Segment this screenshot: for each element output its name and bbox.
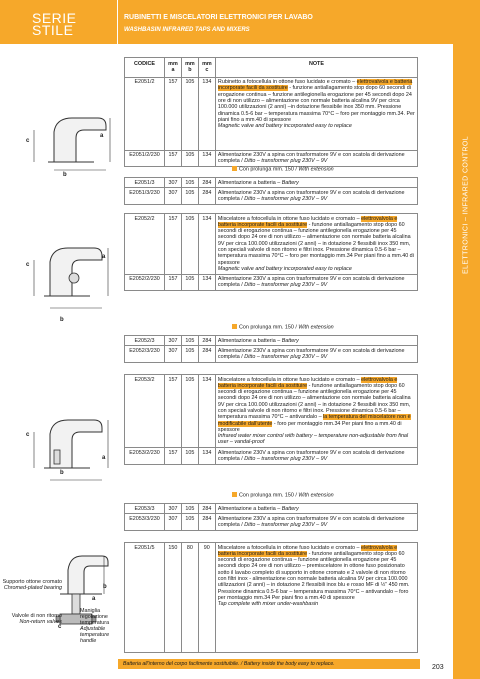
cell-note bbox=[215, 336, 417, 346]
dim-c-label: c bbox=[26, 432, 30, 438]
note-text: - funzione antiallagamento stop dopo 60 secondi di erogazione continua – funzione antilegionella erogazione per 45 secondi dopo 24 ore di non utilizzo – alimentazione con normale batteria alcalina 9V per circa 100.000 utilizzazioni (2 anni) – in dotazione 2 flessibili inox 350 mm, con speciali valvole di non ritorno e filtri inox. Pressione dinamica 0.5-6 bar – temperatura massima 70°C – foro per montaggio mm.34 Per piani fino a mm.40 di spessore bbox=[217, 221, 414, 266]
orange-square-icon bbox=[232, 492, 237, 497]
label-support bbox=[2, 579, 62, 591]
cell-code: E2052/3 bbox=[125, 336, 165, 346]
cell-code: E2051/5 bbox=[125, 543, 165, 653]
dim-a-label: a bbox=[102, 455, 106, 461]
dim-c-label: c bbox=[58, 624, 62, 630]
note-text: - funzione antiallagamento stop dopo 60 secondi di erogazione continua – funzione antilegionella erogazione per 45 secondi dopo 24 ore di non utilizzo – alimentazione con normale batteria alcalina 9V per circa 100.000 utilizzazioni (2 anni) –in dotazione flessibile inox 350 mm. Pressione dinamica 0.5-6 bar – temperatura massima 70°C – foro per montaggio mm.34. Per piani fino a mm.40 di spessore bbox=[217, 85, 415, 123]
spec-table-3 bbox=[124, 374, 418, 465]
cell-b: 80 bbox=[181, 543, 198, 653]
note-text: Alimentazione a batteria – bbox=[217, 337, 282, 344]
cell-b: 105 bbox=[181, 375, 198, 448]
note-highlight: elettrovalvola e batteria incorporate facili da sostituire bbox=[217, 79, 413, 92]
cell-b: 105 bbox=[181, 514, 198, 531]
dim-b-label: b bbox=[63, 172, 67, 178]
tap-drawing-2 bbox=[20, 228, 120, 318]
cell-note bbox=[215, 77, 417, 150]
cell-note bbox=[215, 188, 417, 205]
extension-note bbox=[232, 492, 334, 500]
note-highlight: elettrovalvola e batteria incorporate facili da sostituire bbox=[217, 215, 398, 228]
note-english: Battery bbox=[281, 337, 299, 344]
note-text: Alimentazione a batteria – bbox=[217, 179, 282, 186]
cell-c: 134 bbox=[198, 150, 215, 167]
table-row bbox=[125, 543, 418, 653]
note-text: - funzione antiallagamento stop dopo 60 secondi di erogazione continua – funzione antilegionella erogazione per 45 secondi dopo 24 ore di non utilizzo – alimentazione con normale batteria alcalina 9V per circa 100.000 utilizzazioni (2 anni) – in dotazione 2 flessibili inox 350 mm, con speciali valvole di non ritorno e filtri inox. Pressione dinamica 0.5-6 bar – temperatura massima 70°C – antivandalo – bbox=[217, 382, 411, 421]
note-text: Miscelatore a fotocellula in ottone fuso lucidato e cromato – bbox=[217, 215, 362, 222]
note-english: Magnetic valve and battery incorporated easy to replace bbox=[217, 123, 352, 130]
label-handle-it: Maniglia regolazione temperatura bbox=[80, 608, 110, 626]
note-english: Tap complete with mixer under-washbasin bbox=[217, 601, 319, 608]
cell-code: E2052/2/230 bbox=[125, 274, 165, 291]
cell-c: 134 bbox=[198, 448, 215, 465]
note-english: Battery bbox=[281, 505, 299, 512]
table-row bbox=[125, 178, 418, 188]
note-english: Ditto – transformer plug 230V – 9V bbox=[244, 456, 328, 463]
cell-b: 105 bbox=[181, 346, 198, 363]
cell-a: 157 bbox=[164, 448, 181, 465]
label-handle-en: Adjustable temperature handle bbox=[80, 626, 110, 644]
side-band bbox=[453, 0, 480, 679]
label-valves bbox=[2, 613, 62, 625]
cell-c: 134 bbox=[198, 274, 215, 291]
cell-c: 284 bbox=[198, 504, 215, 514]
cell-c: 134 bbox=[198, 214, 215, 275]
note-text: - funzione antiallagamento stop dopo 60 secondi di erogazione continua – funzione antilegionella erogazione per 45 secondi dopo 24 ore di non utilizzo – premiscelatore in ottone fuso posizionato sotto il lavabo completo di supporto in ottone cromato e 2 valvole di non ritorno con filtri inox - alimentazione con normale batteria alcalina 9V per circa 100.000 utilizzazioni (2 anni) – in dotazione 2 flessibili inox blu e rosso MF di ½” 450 mm. Pressione dinamica 0.5-6 bar – temperatura massima 70°C – antivandalo – foro per montaggio mm.34 Per piani fino a mm.40 di spessore bbox=[217, 550, 410, 601]
note-text: Alimentazione 230V a spina con trasformatore 9V e con scatola di derivazione completa / bbox=[217, 189, 405, 203]
spec-table-4 bbox=[124, 542, 418, 653]
table-row bbox=[125, 77, 418, 150]
extension-note bbox=[232, 324, 334, 332]
side-label: ELETTRONICI – INFRARED CONTROL bbox=[462, 135, 470, 275]
note-english: Ditto – transformer plug 230V – 9V bbox=[244, 282, 328, 289]
extension-text: Con prolunga mm. 150 / bbox=[239, 492, 299, 499]
cell-note bbox=[215, 214, 417, 275]
table-row bbox=[125, 336, 418, 346]
footer-note-en: Battery inside the body easy to replace. bbox=[243, 661, 335, 667]
dim-a-label: a bbox=[102, 254, 106, 260]
table-row bbox=[125, 214, 418, 275]
series-line-2: STILE bbox=[32, 22, 74, 38]
cell-a: 307 bbox=[164, 346, 181, 363]
cell-c: 134 bbox=[198, 77, 215, 150]
note-text: Rubinetto a fotocellula in ottone fuso lucidato e cromato – bbox=[217, 79, 357, 86]
note-english: Ditto – transformer plug 230V – 9V bbox=[244, 158, 328, 165]
cell-code: E2051/2 bbox=[125, 77, 165, 150]
extension-english: With extension bbox=[298, 166, 334, 173]
note-english: Infrared water mixer control with battery – temperature non-adjustable from final user – vandal-proof bbox=[217, 433, 409, 446]
dim-a-label: a bbox=[92, 596, 96, 602]
spec-table-2b bbox=[124, 335, 418, 363]
cell-c: 90 bbox=[198, 543, 215, 653]
table-row bbox=[125, 504, 418, 514]
dim-c-label: c bbox=[26, 138, 30, 144]
extension-text: Con prolunga mm. 150 / bbox=[239, 324, 299, 331]
col-mm-b: mm b bbox=[181, 58, 198, 78]
label-support-it: Supporto ottone cromato bbox=[2, 579, 62, 585]
extension-note bbox=[232, 166, 334, 174]
table-row bbox=[125, 448, 418, 465]
cell-b: 105 bbox=[181, 77, 198, 150]
note-text: Alimentazione 230V a spina con trasformatore 9V e con scatola di derivazione completa / bbox=[217, 347, 405, 361]
footer-note bbox=[123, 661, 335, 667]
cell-code: E2053/3/230 bbox=[125, 514, 165, 531]
footer-note-it: Batteria all’interno del corpo facilmente sostituibile. / bbox=[123, 661, 244, 667]
col-note: NOTE bbox=[215, 58, 417, 78]
tap-drawing-1 bbox=[20, 100, 120, 180]
cell-code: E2051/3 bbox=[125, 178, 165, 188]
series-name bbox=[32, 12, 77, 36]
spec-table-2 bbox=[124, 213, 418, 291]
table-row bbox=[125, 150, 418, 167]
cell-code: E2052/2 bbox=[125, 214, 165, 275]
dim-b-label: b bbox=[103, 584, 107, 590]
note-english: Battery bbox=[281, 179, 299, 186]
cell-note bbox=[215, 448, 417, 465]
label-valves-it: Valvole di non ritorno bbox=[11, 613, 62, 619]
cell-a: 307 bbox=[164, 178, 181, 188]
note-highlight: elettrovalvola e batteria incorporate facili da sostituire bbox=[217, 376, 398, 389]
spec-table-3b bbox=[124, 503, 418, 531]
cell-code: E2053/3 bbox=[125, 504, 165, 514]
cell-a: 157 bbox=[164, 150, 181, 167]
label-handle bbox=[80, 608, 124, 644]
note-english: Ditto – transformer plug 230V – 9V bbox=[244, 522, 328, 529]
series-line-1: SERIE bbox=[32, 10, 77, 26]
cell-c: 284 bbox=[198, 188, 215, 205]
dim-b-label: b bbox=[60, 317, 64, 323]
cell-code: E2053/2/230 bbox=[125, 448, 165, 465]
cell-a: 150 bbox=[164, 543, 181, 653]
cell-note bbox=[215, 514, 417, 531]
cell-b: 105 bbox=[181, 188, 198, 205]
extension-english: With extension bbox=[298, 492, 334, 499]
dim-b-label: b bbox=[60, 470, 64, 476]
note-english: Magnetic valve and battery incorporated easy to replace bbox=[217, 265, 352, 272]
extension-text: Con prolunga mm. 150 / bbox=[239, 166, 299, 173]
cell-a: 157 bbox=[164, 77, 181, 150]
cell-note bbox=[215, 150, 417, 167]
dim-c-label: c bbox=[26, 262, 30, 268]
cell-a: 157 bbox=[164, 214, 181, 275]
extension-english: With extension bbox=[298, 324, 334, 331]
cell-a: 307 bbox=[164, 336, 181, 346]
col-codice: CODICE bbox=[125, 58, 165, 78]
table-row bbox=[125, 274, 418, 291]
cell-c: 284 bbox=[198, 346, 215, 363]
tap-drawing-3 bbox=[20, 400, 120, 490]
spec-table-1 bbox=[124, 57, 418, 167]
note-text: Alimentazione 230V a spina con trasformatore 9V e con scatola di derivazione completa / bbox=[217, 276, 405, 289]
note-english: Ditto – transformer plug 230V – 9V bbox=[244, 196, 328, 203]
page-title: RUBINETTI E MISCELATORI ELETTRONICI PER LAVABO bbox=[124, 14, 313, 21]
cell-a: 307 bbox=[164, 504, 181, 514]
cell-note bbox=[215, 543, 417, 653]
note-text: Miscelatore a fotocellula in ottone fuso lucidato e cromato – bbox=[217, 376, 362, 383]
spec-table-1b bbox=[124, 177, 418, 205]
cell-c: 284 bbox=[198, 178, 215, 188]
note-highlight: la temperatura del miscelatore non è modificabile dall’utente bbox=[217, 414, 411, 427]
note-text: Alimentazione 230V a spina con trasformatore 9V e con scatola di derivazione completa / bbox=[217, 152, 405, 165]
col-mm-c: mm c bbox=[198, 58, 215, 78]
cell-code: E2052/3/230 bbox=[125, 346, 165, 363]
note-highlight: elettrovalvola e batteria incorporate facili da sostituire bbox=[217, 544, 398, 557]
cell-c: 284 bbox=[198, 336, 215, 346]
note-text: Alimentazione 230V a spina con trasformatore 9V e con scatola di derivazione completa / bbox=[217, 449, 405, 463]
cell-b: 105 bbox=[181, 504, 198, 514]
note-text: - foro per montaggio mm.34 Per piani fino a mm.40 di spessore bbox=[217, 420, 402, 433]
cell-c: 284 bbox=[198, 514, 215, 531]
orange-square-icon bbox=[232, 166, 237, 171]
cell-b: 105 bbox=[181, 150, 198, 167]
cell-b: 105 bbox=[181, 274, 198, 291]
cell-b: 105 bbox=[181, 178, 198, 188]
label-support-en: Chromed-plated bearing bbox=[3, 585, 62, 591]
dim-a-label: a bbox=[100, 133, 104, 139]
note-text: Miscelatore a fotocellula in ottone fuso lucidato e cromato – bbox=[217, 544, 362, 551]
cell-a: 157 bbox=[164, 375, 181, 448]
cell-c: 134 bbox=[198, 375, 215, 448]
note-english: Ditto – transformer plug 230V – 9V bbox=[244, 354, 328, 361]
table-row bbox=[125, 514, 418, 531]
table-row bbox=[125, 375, 418, 448]
cell-note bbox=[215, 274, 417, 291]
orange-square-icon bbox=[232, 324, 237, 329]
cell-b: 105 bbox=[181, 336, 198, 346]
cell-a: 307 bbox=[164, 514, 181, 531]
col-mm-a: mm a bbox=[164, 58, 181, 78]
table-row bbox=[125, 346, 418, 363]
page-number: 203 bbox=[432, 664, 444, 671]
note-text: Alimentazione 230V a spina con trasformatore 9V e con scatola di derivazione completa / bbox=[217, 515, 405, 529]
cell-note bbox=[215, 346, 417, 363]
note-text: Alimentazione a batteria – bbox=[217, 505, 282, 512]
cell-b: 105 bbox=[181, 448, 198, 465]
cell-code: E2051/3/230 bbox=[125, 188, 165, 205]
label-valves-en: Non-return valves bbox=[19, 619, 62, 625]
cell-note bbox=[215, 375, 417, 448]
cell-a: 157 bbox=[164, 274, 181, 291]
table-header-row bbox=[125, 58, 418, 78]
cell-note bbox=[215, 504, 417, 514]
cell-code: E2051/2/230 bbox=[125, 150, 165, 167]
cell-note bbox=[215, 178, 417, 188]
cell-a: 307 bbox=[164, 188, 181, 205]
cell-code: E2053/2 bbox=[125, 375, 165, 448]
cell-b: 105 bbox=[181, 214, 198, 275]
page-subtitle: WASHBASIN INFRARED TAPS AND MIXERS bbox=[124, 27, 250, 33]
table-row bbox=[125, 188, 418, 205]
